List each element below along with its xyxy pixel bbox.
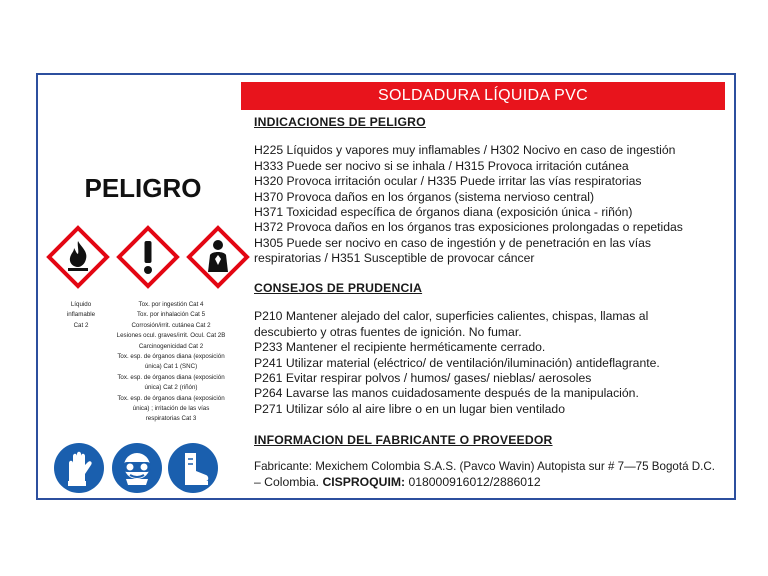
flame-caption: Líquido inflamable Cat 2	[66, 301, 96, 329]
supplier-info	[254, 433, 732, 490]
goggles-icon	[110, 441, 164, 495]
supplier-heading: INFORMACION DEL FABRICANTE O PROVEEDOR	[254, 433, 553, 447]
hazard-line: H371 Toxicidad específica de órganos diana (exposición única - riñón)	[254, 205, 633, 220]
hazard-line: H225 Líquidos y vapores muy inflamables / H302 Nocivo en caso de ingestión	[254, 143, 676, 158]
precaution-line: P241 Utilizar material (eléctrico/ de ventilación/iluminación) antideflagrante.	[254, 355, 660, 370]
pictogram-captions	[38, 300, 238, 430]
precaution-line: P271 Utilizar sólo al aire libre o en un lugar bien ventilado	[254, 401, 565, 416]
hazard-line: H333 Puede ser nocivo si se inhala / H315 Provoca irritación cutánea	[254, 158, 629, 173]
hazard-line: respiratorias / H351 Susceptible de provocar cáncer	[254, 251, 535, 266]
hazard-line: H320 Provoca irritación ocular / H335 Puede irritar las vías respiratorias	[254, 174, 642, 189]
precaution-line: P261 Evitar respirar polvos / humos/ gases/ nieblas/ aerosoles	[254, 371, 592, 386]
supplier-contact: – Colombia. CISPROQUIM: 018000916012/2886012	[254, 474, 541, 489]
hazard-statements	[254, 115, 732, 267]
hazard-line: H370 Provoca daños en los órganos (sistema nervioso central)	[254, 189, 595, 204]
health-hazard-icon	[186, 225, 250, 289]
precaution-line: P233 Mantener el recipiente herméticamente cerrado.	[254, 340, 546, 355]
signal-word: PELIGRO	[84, 173, 202, 203]
emergency-label: CISPROQUIM:	[322, 474, 406, 489]
emergency-phone: 018000916012/2886012	[408, 474, 541, 489]
toxicity-caption: Tox. por ingestión Cat 4 Tox. por inhalación Cat 5 Corrosión/irrit. cutánea Cat 2 Lesiones ocul. graves/irrit. Ocul. Cat 2B Carcinogenicidad Cat 2 Tox. esp. de órganos diana (exposición única) Cat 1 (SNC) Tox. esp. de órganos diana (exposición única) Cat 2 (riñón) Tox. esp. de órganos diana (exposición única) ; irritación de las vías respiratorias Cat 3	[116, 301, 226, 423]
hazards-heading: INDICACIONES DE PELIGRO	[254, 115, 426, 129]
precaution-line: descubierto y otras fuentes de ignición. No fumar.	[254, 324, 522, 339]
gloves-icon	[52, 441, 106, 495]
flame-icon	[46, 225, 110, 289]
precaution-line: P210 Mantener alejado del calor, superficies calientes, chispas, llamas al	[254, 309, 649, 324]
exclamation-icon	[116, 225, 180, 289]
hazard-line: H372 Provoca daños en los órganos tras exposiciones prolongadas o repetidas	[254, 220, 683, 235]
precautions-heading: CONSEJOS DE PRUDENCIA	[254, 281, 423, 295]
precaution-line: P264 Lavarse las manos cuidadosamente después de la manipulación.	[254, 386, 639, 401]
precautionary-statements	[254, 281, 732, 417]
supplier-address: Fabricante: Mexichem Colombia S.A.S. (Pavco Wavin) Autopista sur # 7—75 Bogotá D.C.	[254, 460, 715, 474]
product-title: SOLDADURA LÍQUIDA PVC	[241, 82, 725, 110]
hazard-line: H305 Puede ser nocivo en caso de ingestión y de penetración en las vías	[254, 235, 652, 250]
safety-label	[36, 73, 736, 500]
boots-icon	[166, 441, 220, 495]
ghs-pictograms	[46, 225, 236, 291]
